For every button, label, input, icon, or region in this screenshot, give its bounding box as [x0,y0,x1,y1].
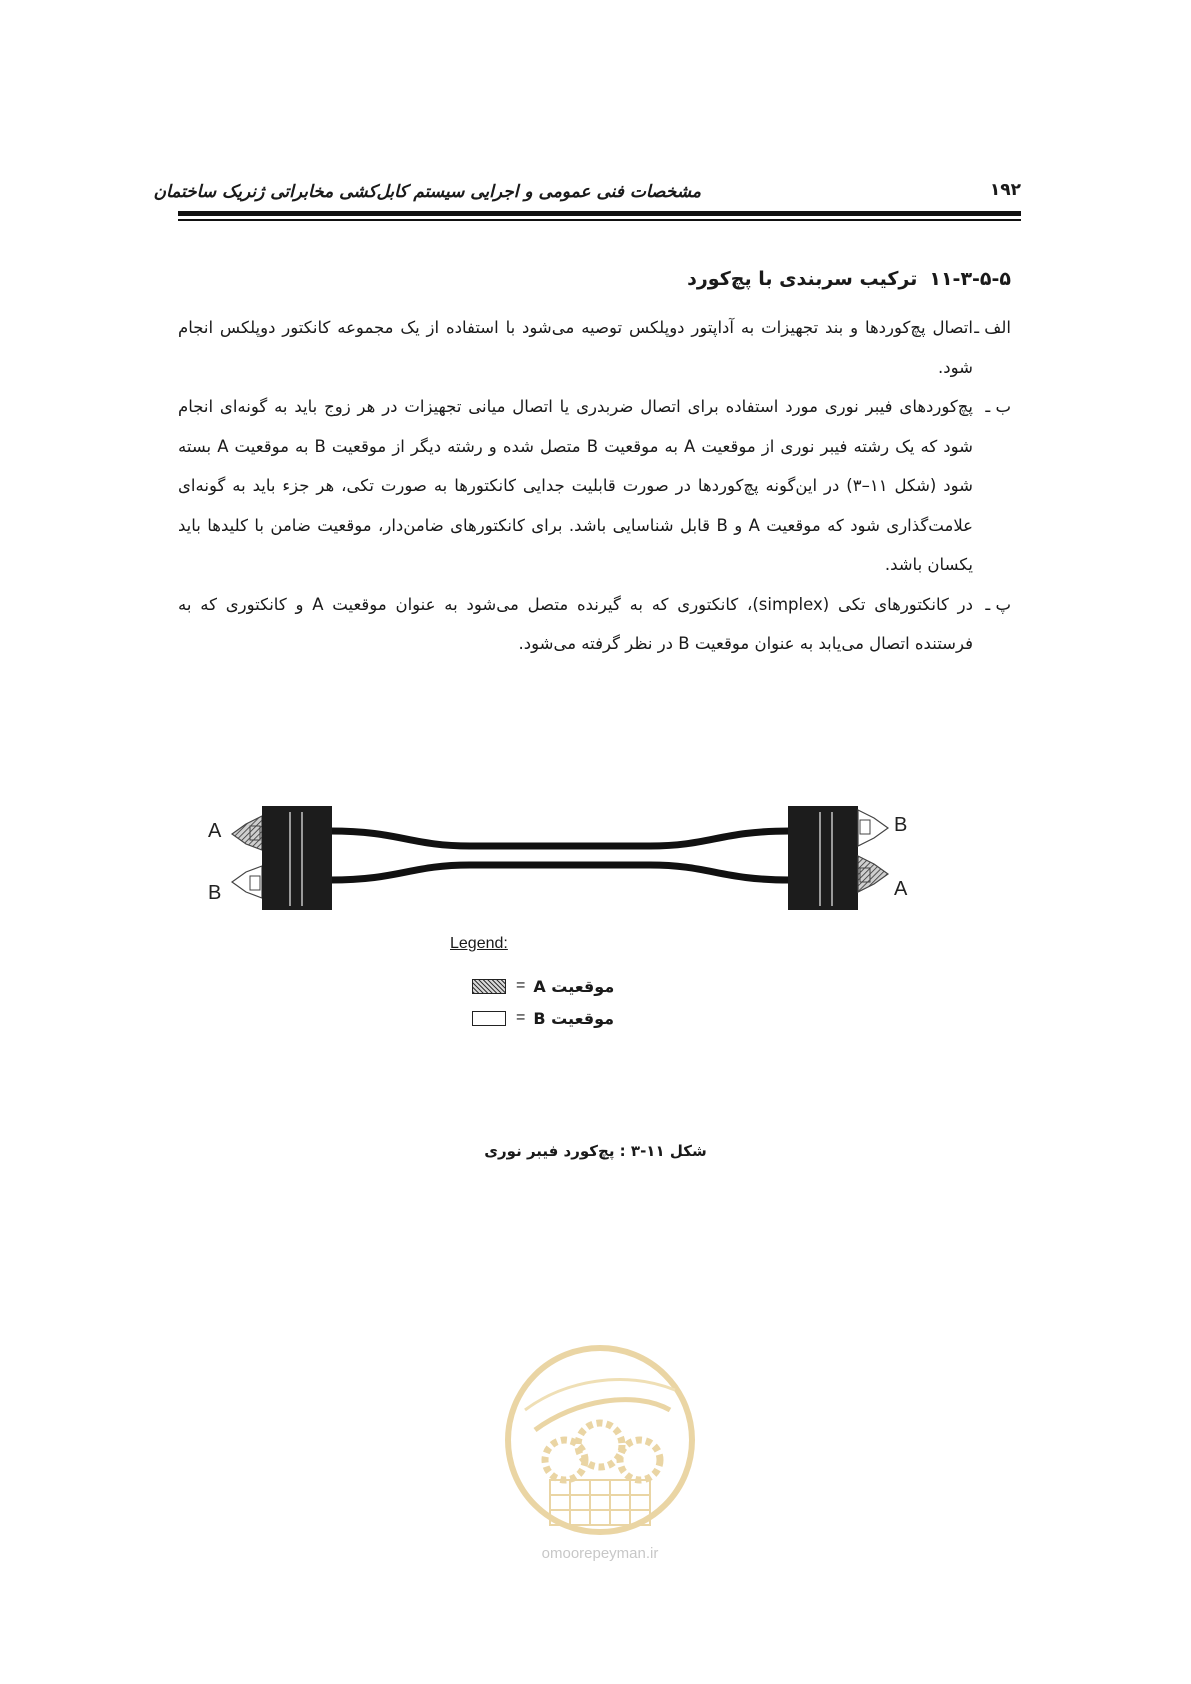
watermark-site: omoorepeyman.ir [541,1545,659,1562]
legend-title: Legend: [450,935,508,952]
item-label: ب ـ [985,397,1011,416]
right-top-label: B [894,814,908,836]
list-item [178,308,1011,387]
item-text: در کانکتورهای تکی (simplex)، کانکتوری که به گیرنده متصل می‌شود به عنوان موقعیت A و کانکتوری که به فرستنده اتصال می‌یابد به عنوان موقعیت B در نظر گرفته می‌شود. [178,594,973,653]
watermark-logo [495,1340,705,1570]
patch-cord-diagram [210,798,910,918]
list-item [178,585,1011,664]
running-title: مشخصات فنی عمومی و اجرایی سیستم کابل‌کشی مخابراتی ژنریک ساختمان [153,182,701,202]
legend-equals: = [516,977,526,994]
legend-row-a [472,974,614,998]
left-top-label: A [208,820,222,842]
right-connector-body [788,806,858,910]
watermark-seal [495,1340,705,1545]
page-number: ۱۹۲ [989,180,1021,200]
left-connector-body [262,806,332,910]
section-title: ترکیب سربندی با پچ‌کورد [687,268,918,290]
item-label: پ ـ [985,594,1011,614]
list-item [178,387,1011,585]
item-text: اتصال پچ‌کوردها و بند تجهیزات به آداپتور دوپلکس توصیه می‌شود با استفاده از یک مجموعه کانکتور دوپلکس انجام شود. [178,318,973,377]
fiber-cable-bottom [330,865,790,880]
right-bottom-label: A [894,878,908,900]
left-bottom-label: B [208,882,222,904]
section-heading [687,268,1011,290]
patch-cord-figure [210,798,910,1038]
legend-equals: = [516,1009,526,1026]
legend-row-b [472,1006,614,1030]
section-number: ۱۱-۳-۵-۵ [929,268,1011,290]
item-label: الف ـ [974,318,1011,337]
header-rule-thick [178,211,1021,216]
figure-caption: شکل ۱۱-۳ : پچ‌کورد فیبر نوری [484,1142,707,1160]
legend-text-b: موقعیت B [533,1008,615,1028]
legend-swatch-blank [472,1011,506,1026]
body-text [178,308,1011,664]
item-text: پچ‌کوردهای فیبر نوری مورد استفاده برای اتصال ضربدری یا اتصال میانی تجهیزات در هر زوج باید به گونه‌ای انجام شود که یک رشته فیبر نوری از موقعیت A به موقعیت B متصل شده و رشته دیگر از موقعیت B به موقعیت A بسته شود (شکل ۱۱–۳) در این‌گونه پچ‌کوردها در صورت قابلیت جدایی کانکتورها به صورت تکی، هر جزء باید به گونه‌ای علامت‌گذاری شود که موقعیت A و B قابل شناسایی باشد. برای کانکتورهای ضامن‌دار، موقعیت ضامن با کلیدها باید یکسان باشد. [178,397,974,574]
page-header [153,176,1021,216]
header-rule-thin [178,219,1021,221]
fiber-cable-top [330,831,790,846]
legend-swatch-hatched [472,979,506,994]
legend-text-a: موقعیت A [533,976,615,996]
